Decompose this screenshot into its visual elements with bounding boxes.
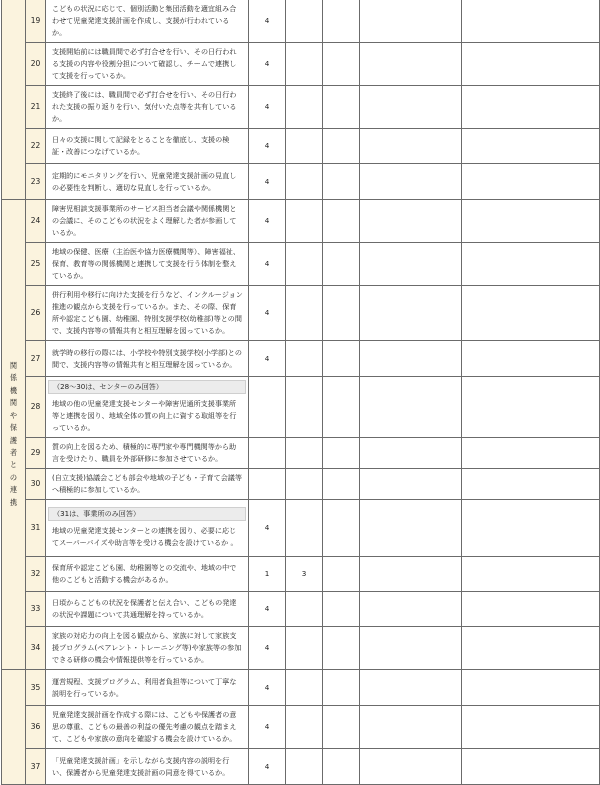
section-category-cell bbox=[2, 670, 26, 785]
response-cell-4 bbox=[360, 200, 462, 243]
response-cell-4 bbox=[360, 557, 462, 592]
response-cell-1: 4 bbox=[249, 129, 286, 164]
item-number: 21 bbox=[26, 86, 46, 129]
response-cell-3 bbox=[323, 200, 360, 243]
response-cell-5 bbox=[462, 341, 600, 377]
item-question bbox=[46, 341, 249, 377]
response-cell-1: 4 bbox=[249, 286, 286, 341]
response-cell-1: 4 bbox=[249, 86, 286, 129]
item-question-text: 日々の支援に関して記録をとることを徹底し、支援の検証・改善につなげているか。 bbox=[52, 135, 230, 156]
table-row bbox=[2, 557, 600, 592]
response-cell-4 bbox=[360, 243, 462, 286]
item-question-text: (自立支援)協議会こども部会や地域の子ども・子育て会議等へ積極的に参加しているか。 bbox=[52, 473, 242, 494]
response-cell-3 bbox=[323, 43, 360, 86]
response-cell-2 bbox=[286, 749, 323, 785]
item-question bbox=[46, 43, 249, 86]
response-cell-5 bbox=[462, 129, 600, 164]
item-question bbox=[46, 438, 249, 469]
table-row bbox=[2, 592, 600, 627]
response-cell-2 bbox=[286, 500, 323, 557]
item-number: 34 bbox=[26, 627, 46, 670]
response-cell-5 bbox=[462, 243, 600, 286]
response-cell-2 bbox=[286, 43, 323, 86]
item-note: （28〜30は、センターのみ回答） bbox=[48, 380, 246, 394]
section-category-cell bbox=[2, 0, 26, 200]
item-question bbox=[46, 0, 249, 43]
response-cell-3 bbox=[323, 469, 360, 500]
table-row bbox=[2, 286, 600, 341]
response-cell-3 bbox=[323, 377, 360, 438]
response-cell-2 bbox=[286, 200, 323, 243]
item-question bbox=[46, 129, 249, 164]
table-row bbox=[2, 164, 600, 200]
item-note: （31は、事業所のみ回答） bbox=[48, 507, 246, 521]
response-cell-3 bbox=[323, 341, 360, 377]
response-cell-2 bbox=[286, 592, 323, 627]
item-question bbox=[46, 200, 249, 243]
table-row bbox=[2, 129, 600, 164]
table-row bbox=[2, 377, 600, 438]
response-cell-1: 4 bbox=[249, 43, 286, 86]
response-cell-1: 4 bbox=[249, 627, 286, 670]
item-question-text: 併行利用や移行に向けた支援を行うなど、インクルージョン推進の観点から支援を行っているか。また、その際、保育所や認定こども園、幼稚園、特別支援学校(幼稚部)等との間で、支援内容等の情報共有と相互理解を図っているか。 bbox=[52, 290, 243, 335]
item-question-text: 支援開始前には職員間で必ず打合せを行い、その日行われる支援の内容や役割分担について確認し、チームで連携して支援を行っているか。 bbox=[52, 47, 237, 80]
response-cell-4 bbox=[360, 129, 462, 164]
item-number: 22 bbox=[26, 129, 46, 164]
response-cell-2 bbox=[286, 0, 323, 43]
response-cell-3 bbox=[323, 557, 360, 592]
item-question bbox=[46, 749, 249, 785]
response-cell-3 bbox=[323, 438, 360, 469]
item-question bbox=[46, 286, 249, 341]
item-question-text: 障害児相談支援事業所のサービス担当者会議や関係機関との会議に、そのこどもの状況をよく理解した者が参画しているか。 bbox=[52, 204, 237, 237]
item-number: 30 bbox=[26, 469, 46, 500]
response-cell-3 bbox=[323, 286, 360, 341]
response-cell-5 bbox=[462, 627, 600, 670]
section-category-label: 関係機関や保護者との連携 bbox=[9, 361, 18, 507]
item-number: 19 bbox=[26, 0, 46, 43]
item-question-text: 運営規程、支援プログラム、利用者負担等について丁寧な説明を行っているか。 bbox=[52, 676, 237, 698]
item-number: 33 bbox=[26, 592, 46, 627]
response-cell-4 bbox=[360, 627, 462, 670]
table-row bbox=[2, 341, 600, 377]
table-row bbox=[2, 200, 600, 243]
response-cell-5 bbox=[462, 286, 600, 341]
table-row bbox=[2, 43, 600, 86]
response-cell-1 bbox=[249, 377, 286, 438]
item-question-text: 地域の保健、医療（主治医や協力医療機関等）、障害福祉、保育、教育等の関係機関と連携して支援を行う体制を整えているか。 bbox=[52, 247, 240, 280]
item-number: 32 bbox=[26, 557, 46, 592]
item-number: 26 bbox=[26, 286, 46, 341]
item-question-text: 家族の対応力の向上を図る観点から、家族に対して家族支援プログラム(ペアレント・トレーニング等)や家族等の参加できる研修の機会や情報提供等を行っているか。 bbox=[52, 631, 242, 664]
response-cell-3 bbox=[323, 500, 360, 557]
response-cell-2 bbox=[286, 86, 323, 129]
table-row bbox=[2, 469, 600, 500]
response-cell-4 bbox=[360, 377, 462, 438]
response-cell-1 bbox=[249, 469, 286, 500]
response-cell-5 bbox=[462, 749, 600, 785]
response-cell-2 bbox=[286, 469, 323, 500]
response-cell-1: 1 bbox=[249, 557, 286, 592]
response-cell-4 bbox=[360, 286, 462, 341]
response-cell-5 bbox=[462, 500, 600, 557]
response-cell-1 bbox=[249, 438, 286, 469]
response-cell-4 bbox=[360, 86, 462, 129]
response-cell-5 bbox=[462, 438, 600, 469]
item-question bbox=[46, 557, 249, 592]
response-cell-5 bbox=[462, 200, 600, 243]
response-cell-2 bbox=[286, 129, 323, 164]
response-cell-5 bbox=[462, 0, 600, 43]
response-cell-3 bbox=[323, 129, 360, 164]
item-number: 35 bbox=[26, 670, 46, 706]
table-row bbox=[2, 86, 600, 129]
item-question bbox=[46, 592, 249, 627]
item-question bbox=[46, 243, 249, 286]
response-cell-1: 4 bbox=[249, 164, 286, 200]
item-question bbox=[46, 86, 249, 129]
item-question bbox=[46, 500, 249, 557]
table-row bbox=[2, 243, 600, 286]
item-number: 31 bbox=[26, 500, 46, 557]
item-question-text: 「児童発達支援計画」を示しながら支援内容の説明を行い、保護者から児童発達支援計画の同意を得ているか。 bbox=[52, 755, 230, 777]
response-cell-4 bbox=[360, 341, 462, 377]
response-cell-4 bbox=[360, 592, 462, 627]
response-cell-1: 4 bbox=[249, 592, 286, 627]
response-cell-1: 4 bbox=[249, 0, 286, 43]
response-cell-5 bbox=[462, 670, 600, 706]
response-cell-5 bbox=[462, 164, 600, 200]
response-cell-5 bbox=[462, 592, 600, 627]
response-cell-3 bbox=[323, 592, 360, 627]
item-number: 37 bbox=[26, 749, 46, 785]
table-row bbox=[2, 500, 600, 557]
response-cell-5 bbox=[462, 377, 600, 438]
evaluation-rows bbox=[2, 0, 600, 785]
item-question-text: 地域の他の児童発達支援センターや障害児通所支援事業所等と連携を図り、地域全体の質の向上に資する取組等を行っているか。 bbox=[52, 398, 237, 432]
response-cell-4 bbox=[360, 500, 462, 557]
response-cell-4 bbox=[360, 438, 462, 469]
response-cell-2 bbox=[286, 706, 323, 749]
evaluation-table bbox=[1, 0, 600, 785]
response-cell-4 bbox=[360, 670, 462, 706]
response-cell-5 bbox=[462, 469, 600, 500]
section-category-cell bbox=[2, 200, 26, 670]
response-cell-5 bbox=[462, 706, 600, 749]
table-row bbox=[2, 627, 600, 670]
item-question-text: こどもの状況に応じて、個別活動と集団活動を適宜組み合わせて児童発達支援計画を作成し、支援が行われているか。 bbox=[52, 4, 237, 37]
response-cell-2 bbox=[286, 286, 323, 341]
response-cell-2: 3 bbox=[286, 557, 323, 592]
item-question bbox=[46, 377, 249, 438]
response-cell-2 bbox=[286, 627, 323, 670]
item-question bbox=[46, 706, 249, 749]
response-cell-2 bbox=[286, 164, 323, 200]
item-number: 36 bbox=[26, 706, 46, 749]
item-question-text: 保育所や認定こども園、幼稚園等との交流や、地域の中で他のこどもと活動する機会があるか。 bbox=[52, 563, 237, 584]
response-cell-5 bbox=[462, 86, 600, 129]
response-cell-3 bbox=[323, 749, 360, 785]
item-question-text: 支援終了後には、職員間で必ず打合せを行い、その日行われた支援の振り返りを行い、気付いた点等を共有しているか。 bbox=[52, 90, 237, 123]
table-row bbox=[2, 670, 600, 706]
table-row bbox=[2, 706, 600, 749]
response-cell-1: 4 bbox=[249, 706, 286, 749]
item-question-text: 児童発達支援計画を作成する際には、こどもや保護者の意思の尊重、こどもの最善の利益の優先考慮の観点を踏まえて、こどもや家族の意向を確認する機会を設けているか。 bbox=[52, 710, 237, 743]
response-cell-2 bbox=[286, 377, 323, 438]
item-question-text: 定期的にモニタリングを行い、児童発達支援計画の見直しの必要性を判断し、適切な見直しを行っているか。 bbox=[52, 170, 237, 192]
item-question bbox=[46, 469, 249, 500]
item-number: 29 bbox=[26, 438, 46, 469]
item-question bbox=[46, 670, 249, 706]
response-cell-1: 4 bbox=[249, 243, 286, 286]
response-cell-4 bbox=[360, 164, 462, 200]
table-row bbox=[2, 749, 600, 785]
response-cell-1: 4 bbox=[249, 341, 286, 377]
response-cell-4 bbox=[360, 43, 462, 86]
item-question-text: 就学時の移行の際には、小学校や特別支援学校(小学部)との間で、支援内容等の情報共有と相互理解を図っているか。 bbox=[52, 347, 242, 369]
response-cell-2 bbox=[286, 341, 323, 377]
item-number: 25 bbox=[26, 243, 46, 286]
item-number: 23 bbox=[26, 164, 46, 200]
response-cell-3 bbox=[323, 627, 360, 670]
response-cell-4 bbox=[360, 749, 462, 785]
item-number: 28 bbox=[26, 377, 46, 438]
response-cell-2 bbox=[286, 438, 323, 469]
response-cell-3 bbox=[323, 243, 360, 286]
response-cell-1: 4 bbox=[249, 200, 286, 243]
response-cell-1: 4 bbox=[249, 670, 286, 706]
response-cell-3 bbox=[323, 706, 360, 749]
table-row bbox=[2, 438, 600, 469]
item-question bbox=[46, 627, 249, 670]
response-cell-1: 4 bbox=[249, 500, 286, 557]
item-number: 27 bbox=[26, 341, 46, 377]
response-cell-2 bbox=[286, 243, 323, 286]
response-cell-5 bbox=[462, 557, 600, 592]
response-cell-4 bbox=[360, 706, 462, 749]
response-cell-3 bbox=[323, 86, 360, 129]
table-row bbox=[2, 0, 600, 43]
item-number: 20 bbox=[26, 43, 46, 86]
response-cell-3 bbox=[323, 164, 360, 200]
item-question-text: 日頃からこどもの状況を保護者と伝え合い、こどもの発達の状況や課題について共通理解を持っているか。 bbox=[52, 598, 237, 619]
response-cell-1: 4 bbox=[249, 749, 286, 785]
response-cell-2 bbox=[286, 670, 323, 706]
item-number: 24 bbox=[26, 200, 46, 243]
response-cell-4 bbox=[360, 469, 462, 500]
response-cell-4 bbox=[360, 0, 462, 43]
item-question-text: 質の向上を図るため、積極的に専門家や専門機関等から助言を受けたり、職員を外部研修に参加させているか。 bbox=[52, 442, 237, 463]
response-cell-5 bbox=[462, 43, 600, 86]
item-question bbox=[46, 164, 249, 200]
response-cell-3 bbox=[323, 670, 360, 706]
response-cell-3 bbox=[323, 0, 360, 43]
item-question-text: 地域の児童発達支援センターとの連携を図り、必要に応じてスーパーバイズや助言等を受ける機会を設けているか 。 bbox=[52, 525, 238, 547]
